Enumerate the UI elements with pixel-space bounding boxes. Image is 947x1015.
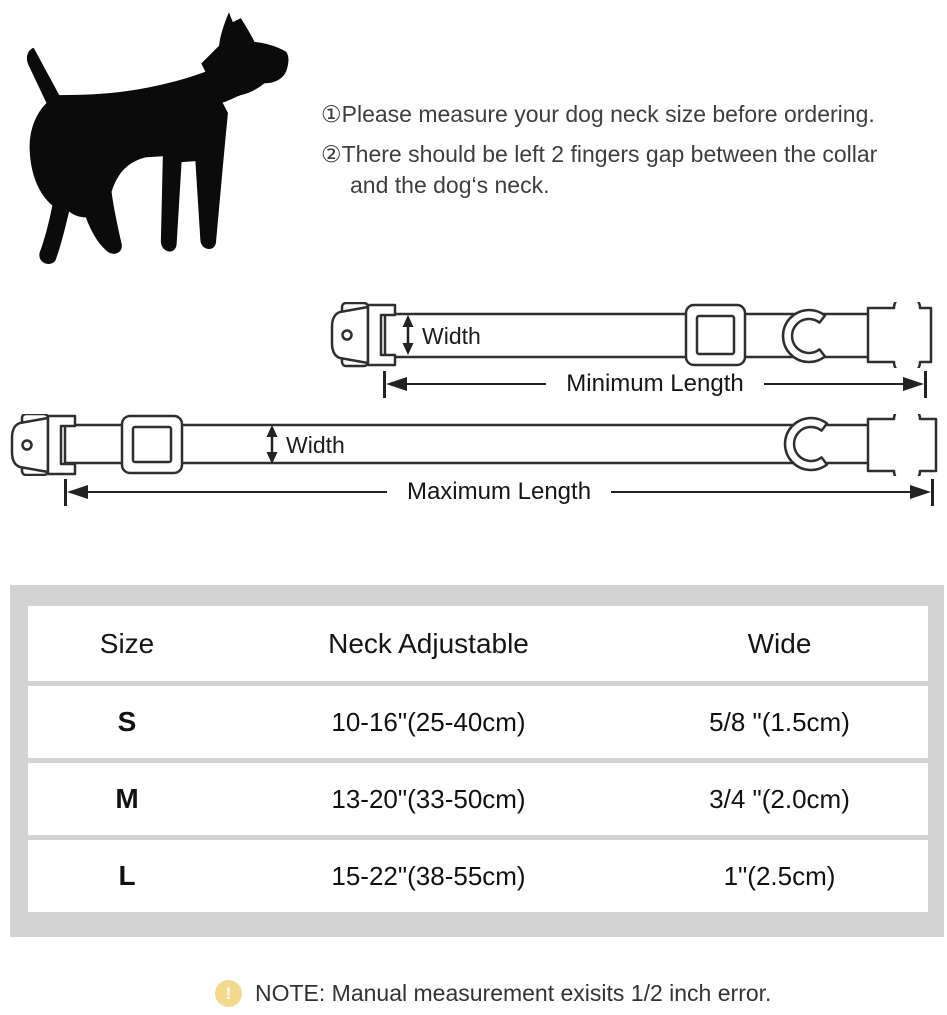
dog-silhouette-icon	[8, 6, 294, 268]
measure-line	[88, 491, 387, 494]
arrow-left-icon	[67, 485, 88, 499]
male-buckle-icon	[868, 302, 931, 368]
header-size: Size	[99, 627, 155, 659]
slider-buckle-icon	[122, 416, 182, 473]
cell-size: M	[115, 783, 139, 814]
maximum-length-measure	[64, 477, 934, 507]
note-text: NOTE: Manual measurement exisits 1/2 inch error.	[255, 980, 772, 1006]
size-table-header	[28, 606, 928, 681]
ordering-instructions	[321, 99, 887, 210]
dog-head-shape	[201, 12, 288, 103]
arrow-right-icon	[910, 485, 931, 499]
slider-buckle-icon	[686, 305, 745, 365]
cell-neck: 10-16"(25-40cm)	[331, 706, 526, 737]
table-row-m	[28, 763, 928, 835]
collar-strap	[65, 425, 890, 463]
measure-line	[407, 383, 546, 386]
arrow-left-icon	[386, 377, 407, 391]
size-table	[10, 585, 944, 937]
cell-neck: 15-22"(38-55cm)	[331, 860, 526, 891]
warning-icon: !	[215, 980, 242, 1007]
buckle-hole	[23, 441, 32, 450]
minimum-length-label: Minimum Length	[566, 370, 744, 397]
buckle-hole	[343, 331, 352, 340]
measure-tick	[931, 479, 934, 506]
measure-line	[764, 383, 903, 386]
arrow-right-icon	[903, 377, 924, 391]
width-label: Width	[286, 432, 345, 458]
dog-body-shape	[27, 48, 228, 264]
cell-wide: 1"(2.5cm)	[723, 860, 836, 891]
table-row-s	[28, 686, 928, 758]
header-wide: Wide	[747, 627, 812, 659]
male-buckle-icon	[868, 414, 936, 476]
table-row-l	[28, 840, 928, 912]
measurement-note	[215, 980, 771, 1007]
measure-line	[611, 491, 910, 494]
collar-diagram-max	[10, 414, 946, 476]
measure-tick	[924, 371, 927, 398]
maximum-length-label: Maximum Length	[406, 478, 592, 505]
cell-size: L	[118, 860, 136, 891]
cell-wide: 5/8 "(1.5cm)	[709, 706, 850, 737]
header-neck-adjustable: Neck Adjustable	[328, 627, 529, 659]
minimum-length-measure	[383, 369, 927, 399]
instruction-line-1: ①Please measure your dog neck size before ordering.	[321, 101, 875, 127]
width-label: Width	[422, 323, 481, 349]
cell-neck: 13-20"(33-50cm)	[331, 783, 526, 814]
cell-size: S	[117, 706, 137, 737]
instruction-line-2: ②There should be left 2 fingers gap between the collar and the dog‘s neck.	[321, 141, 878, 198]
cell-wide: 3/4 "(2.0cm)	[709, 783, 850, 814]
collar-diagram-min	[330, 302, 947, 368]
